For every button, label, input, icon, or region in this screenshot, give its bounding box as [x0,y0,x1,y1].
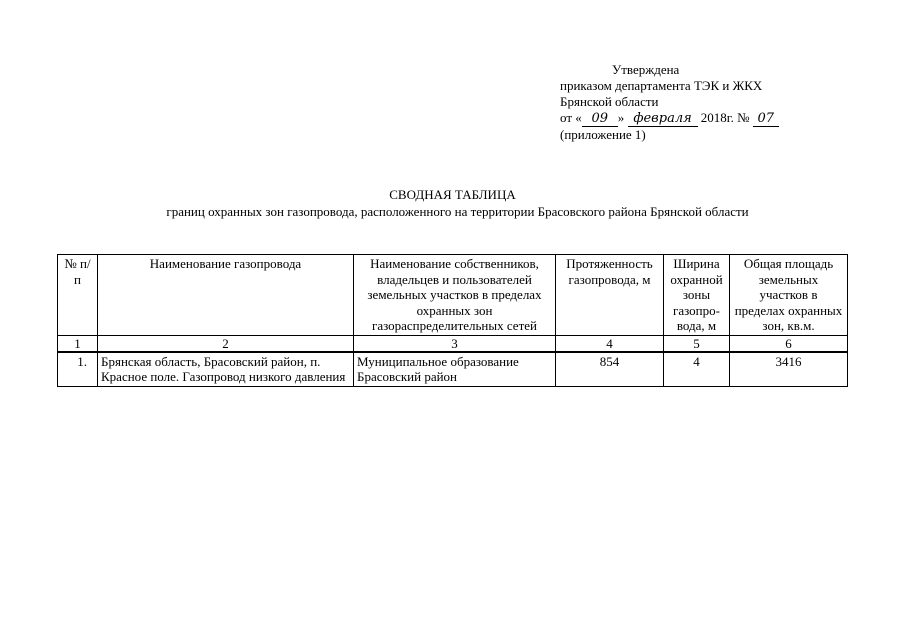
approval-block [560,62,820,143]
column-number: 5 [664,335,730,352]
handwritten-day: 09 [582,112,618,127]
column-number: 1 [58,335,98,352]
date-year: 2018г. № [700,110,750,125]
header-length: Протяженность газопровода, м [556,255,664,336]
document-title [0,186,905,220]
column-number: 6 [730,335,848,352]
summary-table [57,254,848,387]
approval-line-1: Утверждена [612,62,680,77]
handwritten-month: февраля [628,112,698,127]
column-number-row [58,335,848,352]
handwritten-order-number: 07 [753,112,779,127]
approval-line-5: (приложение 1) [560,127,646,142]
header-row [58,255,848,336]
title-line-1: СВОДНАЯ ТАБЛИЦА [389,187,516,202]
row-length: 854 [556,352,664,387]
header-pipeline: Наименование газопровода [98,255,354,336]
approval-date-line [560,110,820,127]
header-area: Общая площадь земельных участков в пределах охранных зон, кв.м. [730,255,848,336]
title-line-2: границ охранных зон газопровода, расположенного на территории Брасовского района Брянской области [166,204,749,219]
row-width: 4 [664,352,730,387]
approval-line-3: Брянской области [560,94,659,109]
column-number: 2 [98,335,354,352]
date-mid: » [617,110,625,125]
column-number: 3 [354,335,556,352]
table-row [58,352,848,387]
date-prefix: от « [560,110,582,125]
row-pipeline: Брянская область, Брасовский район, п. Красное поле. Газопровод низкого давления [98,352,354,387]
column-number: 4 [556,335,664,352]
header-owners: Наименование собственников, владельцев и пользователей земельных участков в пределах охранных зон газораспределительных сетей [354,255,556,336]
header-width: Ширина охранной зоны газопро-вода, м [664,255,730,336]
row-num: 1. [58,352,98,387]
row-owners: Муниципальное образование Брасовский район [354,352,556,387]
approval-line-2: приказом департамента ТЭК и ЖКХ [560,78,763,93]
row-area: 3416 [730,352,848,387]
header-num: № п/п [58,255,98,336]
